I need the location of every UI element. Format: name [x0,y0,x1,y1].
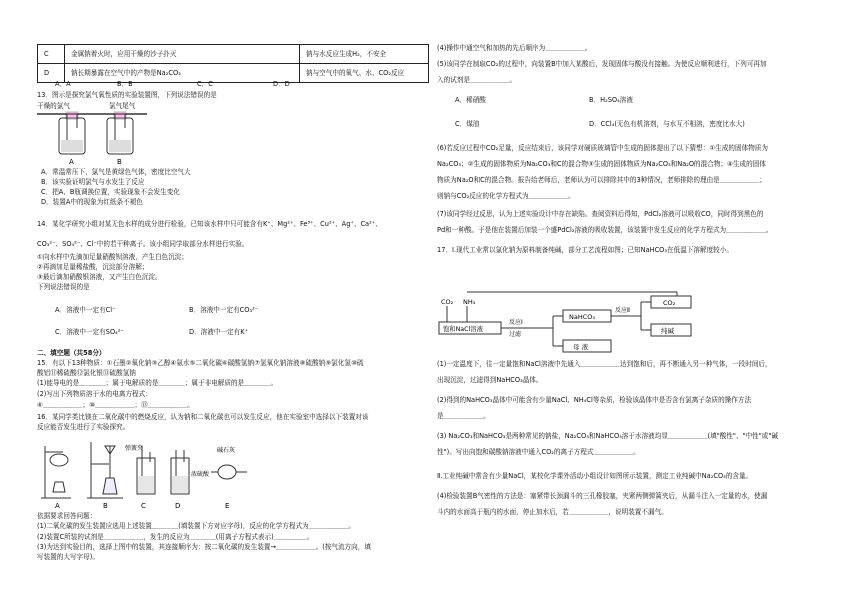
q12-option-b[interactable]: B．B [117,80,133,88]
flow-reaction-2: 反应Ⅱ [615,307,630,314]
row-reason: 钠与空气中的氧气、水、CO₂反应 [300,64,429,83]
q14-option-a[interactable]: A．溶液中一定有Cl⁻ [55,306,116,314]
q13-option-b[interactable]: B．该实验证明氯气与水发生了反应 [41,178,145,186]
q16-line-7: 写装置的大写字母)。 [37,553,99,561]
q17-stem: 17．Ⅰ.现代工业常以氯化钠为原料制备纯碱，部分工艺流程如图；已知NaHCO₃在低温下溶解度较小。 [437,246,733,254]
q17-line-1: (1)一定温度下，往一定量饱和NaCl溶液中先通入＿＿＿＿＿＿达到饱和后，再不断通入另一种气体，一段时间后， [437,360,772,368]
r-line-1: (4)操作中通空气和加热的先后顺序为＿＿＿＿＿＿。 [437,44,592,52]
flow-nahco3: NaHCO₃ [569,313,595,321]
q16-line-3: 依据要求回答问题： [37,512,97,520]
q13-option-c[interactable]: C．把A、B瓶调换位置，实验现象不会发生变化 [41,188,180,196]
q15-line-3: (1)能导电的是＿＿＿＿；属于电解质的是＿＿＿＿；属于非电解质的是＿＿＿＿。 [37,379,278,387]
flow-saturated-nacl: 饱和NaCl溶液 [443,326,483,333]
q14-line-1: 14．某化学研究小组对某无色水样的成分进行检验，已知该水样中只可能含有K⁺、Mg²⁺、Fe³⁺、Cu²⁺、Ag⁺、Ca²⁺、 [37,220,382,228]
r-line-3: 入的试剂是＿＿＿＿＿＿。 [437,76,517,84]
r-option-a[interactable]: A．稀硝酸 [455,96,486,104]
q12-option-d[interactable]: D．D [273,80,290,88]
flow-mother-liquor: 母 液 [573,343,589,351]
q12-option-c[interactable]: C．C [197,80,213,88]
r-line-8: 物质为Na₂O和C的混合物。报告给老师后，老师认为可以排除其中的3种情况，老师排除的理由是＿＿＿＿＿＿； [437,176,766,184]
q14-line-2: CO₃²⁻、SO₄²⁻、Cl⁻中的若干种离子。该小组同学取部分水样进行实验。 [37,240,249,248]
q13-label-dry: 干燥的氯气 [37,102,70,110]
q13-label-tail: 氯气尾气 [109,102,136,110]
label-c: C [141,502,146,510]
option-table [37,44,429,83]
row-letter: D [38,64,65,83]
label-a: A [69,158,74,166]
q15-line-2: 酸铝⑪稀硫酸⑫氯化银⑬硫酸氢钠 [37,369,136,377]
q16-line-4: (1)二氧化碳的发生装置应选用上述装置＿＿＿＿(填装置下方对应字母)，反应的化学方程式为＿＿＿＿＿＿。 [37,522,355,530]
flow-co2-in: CO₂ [441,298,454,306]
label-b: B [117,158,122,166]
q15-line-1: 15．有以下13种物质：①石墨②氧化钠③乙醇④氨水⑤二氧化碳⑥碳酸氢钠⑦氢氧化钠溶液⑧硫酸钠⑨氯化氢⑩硫 [37,359,364,367]
r-line-7: Na₂CO₃；②生成的固体物质为Na₂CO₃和C的混合物③生成的固体物质为Na₂CO₃和Na₂O的混合物；④生成的固体 [437,160,766,168]
q14-question: 下列说法错误的是 [37,283,90,291]
label-d: D [175,502,181,510]
row-letter: C [38,45,65,64]
row-reason: 钠与水反应生成H₂，不安全 [300,45,429,64]
q14-step-2: ②再滴加足量稀盐酸，沉淀部分溶解； [37,263,149,271]
r-line-10: (7)该同学经过反思，认为上述实验设计中存在缺陷。查阅资料后得知，PdCl₂溶液可以吸收CO，同时得到黑色的 [437,210,764,218]
q14-option-b[interactable]: B．溶液中一定有CO₃²⁻ [189,306,259,314]
q17-line-4: 是＿＿＿＿＿＿。 [437,412,490,420]
q14-option-c[interactable]: C．溶液中一定有SO₄²⁻ [55,328,124,336]
label-conc-acid: 浓硫酸 [191,471,210,478]
table-row [38,45,429,64]
label-spring-clip: 弹簧夹 [125,445,144,452]
q17-line-8: (4)检验装置B气密性的方法是：塞紧带长颈漏斗的三孔橡胶塞，夹紧两侧弹簧夹后，从漏斗注入一定量的水，使漏 [437,492,768,500]
q12-option-a[interactable]: A．A [55,80,71,88]
q16-line-1: 16．某同学类比镁在二氧化碳中的燃烧反应，认为钠和二氧化碳也可以发生反应，他在实验室中选择以下装置对该 [37,413,369,421]
row-operation: 钠长期暴露在空气中的产物是Na₂CO₃ [65,64,300,83]
q16-line-5: (2)装置C所装的试剂是＿＿＿＿＿＿，发生的反应为＿＿＿＿(用离子方程式表示)＿＿＿＿＿。 [37,533,314,541]
label-e: E [225,502,230,510]
r-line-9: 则钠与CO₂反应的化学方程式为＿＿＿＿＿＿。 [437,192,575,200]
q15-line-4: (2)写出下列物质溶于水的电离方程式： [37,390,152,398]
label-b: B [103,502,108,510]
flow-co2-out: CO₂ [663,299,676,307]
section-2-heading: 二、填空题（共58分） [37,349,106,357]
q14-option-d[interactable]: D．溶液中一定有K⁺ [189,328,249,336]
table-row [38,64,429,83]
q17-line-9: 斗内的水面高于瓶内的水面，停止加水后，若＿＿＿＿＿＿，说明装置不漏气。 [437,508,668,516]
q17-line-6: 性")。写出向饱和碳酸钠溶液中通入CO₂的离子方程式＿＿＿＿＿＿。 [437,448,640,456]
q15-line-5: ⑥＿＿＿＿＿＿；⑩＿＿＿＿＿＿；⑬＿＿＿＿＿＿。 [37,401,194,409]
flow-reaction-1: 反应Ⅰ [509,319,523,326]
r-line-2: (5)该同学在制取CO₂的过程中，向装置B中加入某酸后，发现固体与酸没有接触。为使反应顺利进行，下列可再加 [437,60,767,68]
r-line-11: Pd和一种酸。于是他在装置后加装一个盛PdCl₂溶液的吸收装置，该装置中发生反应的化学方程式为＿＿＿＿＿＿。 [437,226,773,234]
r-line-6: (6)若反应过程中CO₂足量，反应结束后，该同学对硬质玻璃管中生成的固体提出了以下猜想：①生成的固体物质为 [437,144,768,152]
flow-nh3: NH₃ [463,298,476,306]
q16-apparatus-diagram [37,432,277,510]
q17-line-7: Ⅱ.工业纯碱中常含有少量NaCl，某校化学课外活动小组设计如图所示装置，测定工业纯碱中Na₂CO₃的含量。 [437,472,753,480]
q17-line-5: (3) Na₂CO₃和NaHCO₃是两种常见的钠盐，Na₂CO₃和NaHCO₃溶于水溶液均显＿＿＿＿＿＿(填"酸性"、"中性"或"碱 [437,432,779,440]
q17-flow-diagram [437,290,737,354]
q17-line-3: (2)得到的NaHCO₃晶体中可能含有少量NaCl、NH₄Cl等杂质，检验该晶体中是否含有氯离子杂质的操作方法 [437,396,752,404]
r-option-b[interactable]: B．H₂SO₄溶液 [589,96,633,104]
flow-filtration: 过滤 [509,331,522,338]
label-a: A [55,502,60,510]
q14-step-1: ①向水样中先滴加足量硝酸钡溶液，产生白色沉淀； [37,253,188,261]
label-soda-lime: 碱石灰 [217,447,236,454]
q13-apparatus-diagram [37,108,157,168]
q13-stem: 13．图示是探究氯气氧性质的实验装置图，下列说法错误的是 [37,91,217,99]
q13-option-a[interactable]: A．常温常压下，氯气是黄绿色气体，密度比空气大 [41,168,191,176]
q14-step-3: ③最后滴加硝酸银溶液，又产生白色沉淀。 [37,273,162,281]
r-option-c[interactable]: C．煤油 [455,120,480,128]
flow-soda-ash: 纯碱 [661,327,674,335]
row-operation: 金属钠着火时，应用干燥的沙子扑灭 [65,45,300,64]
r-option-d[interactable]: D．CCl₄(无色有机溶剂，与水互不相溶，密度比水大) [589,120,745,128]
q16-line-6: (3)为达到实验目的，选择上图中的装置，其连接顺序为：按二氧化碳的发生装置→＿＿＿＿＿＿。(按气流方向，填 [37,543,371,551]
q16-line-2: 反应能否发生进行了实验探究。 [37,423,130,431]
q17-line-2: 出现沉淀，过滤得到NaHCO₃晶体。 [437,376,543,384]
q13-option-d[interactable]: D．装置A中的现象为红纸条不褪色 [41,198,143,206]
